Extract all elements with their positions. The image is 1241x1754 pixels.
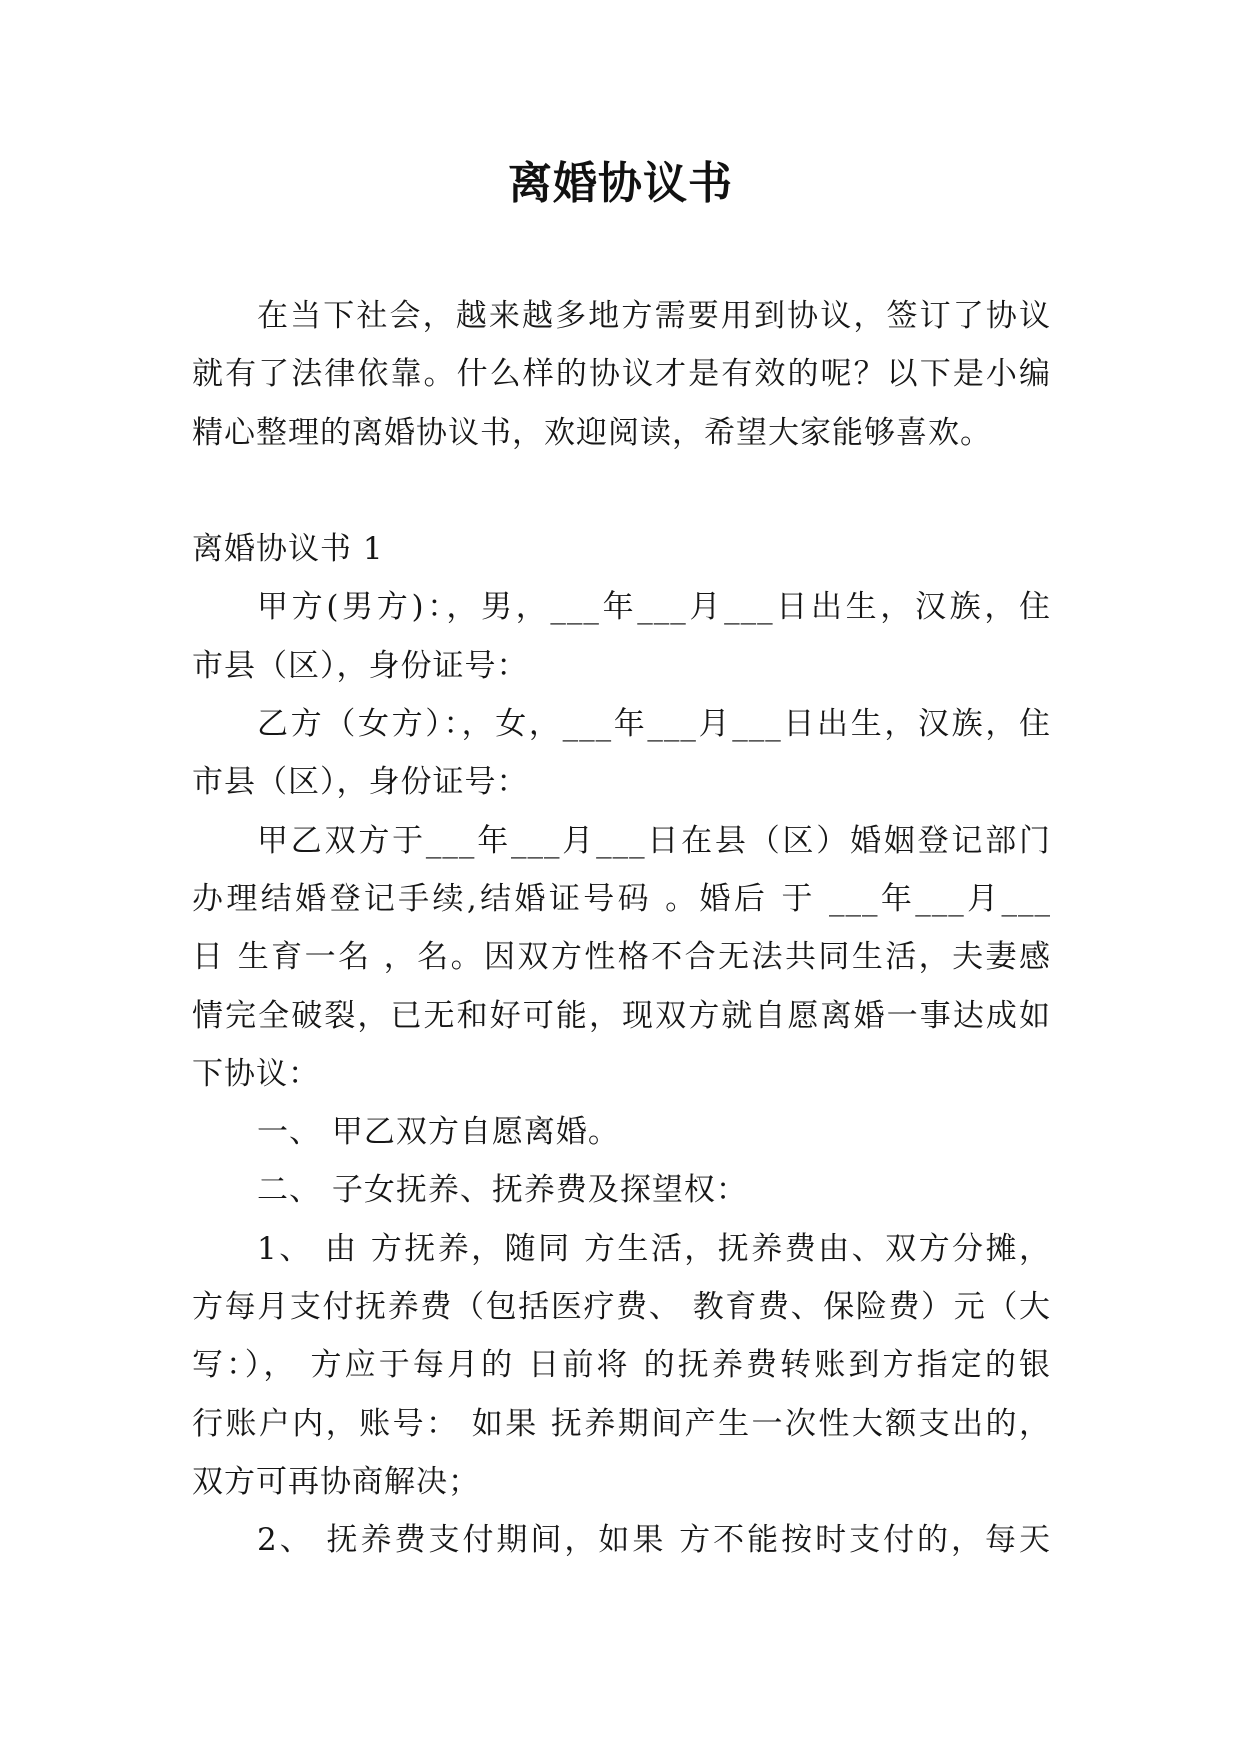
clause-2-heading: 二、 子女抚养、抚养费及探望权： — [257, 1172, 748, 1209]
marriage-paragraph — [192, 812, 1051, 1103]
intro-paragraph — [192, 287, 1051, 462]
item-1-line: 写：）， 方应于每月的 日前将 的抚养费转账到方指定的银 — [192, 1347, 1051, 1384]
blank-line — [192, 462, 1051, 520]
item-1-line: 方每月支付抚养费（包括医疗费、 教育费、保险费）元（大 — [192, 1289, 1051, 1326]
item-1-line: 行账户内，账号： 如果 抚养期间产生一次性大额支出的， — [192, 1405, 1051, 1442]
marriage-line: 办理结婚登记手续,结婚证号码 。婚后 于 ___年___月___ — [192, 880, 1051, 917]
marriage-line: 甲乙双方于___年___月___日在县（区）婚姻登记部门 — [257, 822, 1051, 859]
item-1-line: 双方可再协商解决； — [192, 1463, 480, 1500]
clause-1: 一、 甲乙双方自愿离婚。 — [257, 1114, 620, 1151]
item-1-line: 1、 由 方抚养，随同 方生活，抚养费由、双方分摊， — [257, 1230, 1051, 1267]
party-a-line: 市县（区），身份证号： — [192, 647, 529, 684]
party-b-line: 乙方（女方）：，女，___年___月___日出生，汉族，住 — [257, 706, 1051, 743]
party-b-line: 市县（区），身份证号： — [192, 764, 529, 801]
agreement-heading: 离婚协议书 1 — [192, 531, 384, 568]
document-body — [192, 287, 1051, 1570]
party-a-paragraph — [192, 578, 1051, 695]
marriage-line: 下协议： — [192, 1055, 320, 1092]
intro-line: 在当下社会，越来越多地方需要用到协议，签订了协议 — [257, 298, 1051, 334]
item-2-line: 2、 抚养费支付期间，如果 方不能按时支付的，每天 — [257, 1522, 1051, 1559]
party-b-paragraph — [192, 695, 1051, 812]
item-1-paragraph — [192, 1220, 1051, 1511]
intro-line: 就有了法律依靠。什么样的协议才是有效的呢？以下是小编 — [192, 356, 1051, 393]
marriage-line: 日 生育一名 ，名。因双方性格不合无法共同生活，夫妻感 — [192, 939, 1051, 976]
document-title: 离婚协议书 — [508, 158, 733, 209]
party-a-line: 甲方(男方)：，男，___年___月___日出生，汉族，住 — [257, 589, 1051, 626]
intro-line: 精心整理的离婚协议书，欢迎阅读，希望大家能够喜欢。 — [192, 414, 992, 451]
marriage-line: 情完全破裂，已无和好可能，现双方就自愿离婚一事达成如 — [192, 997, 1051, 1034]
item-2-paragraph — [192, 1511, 1051, 1569]
